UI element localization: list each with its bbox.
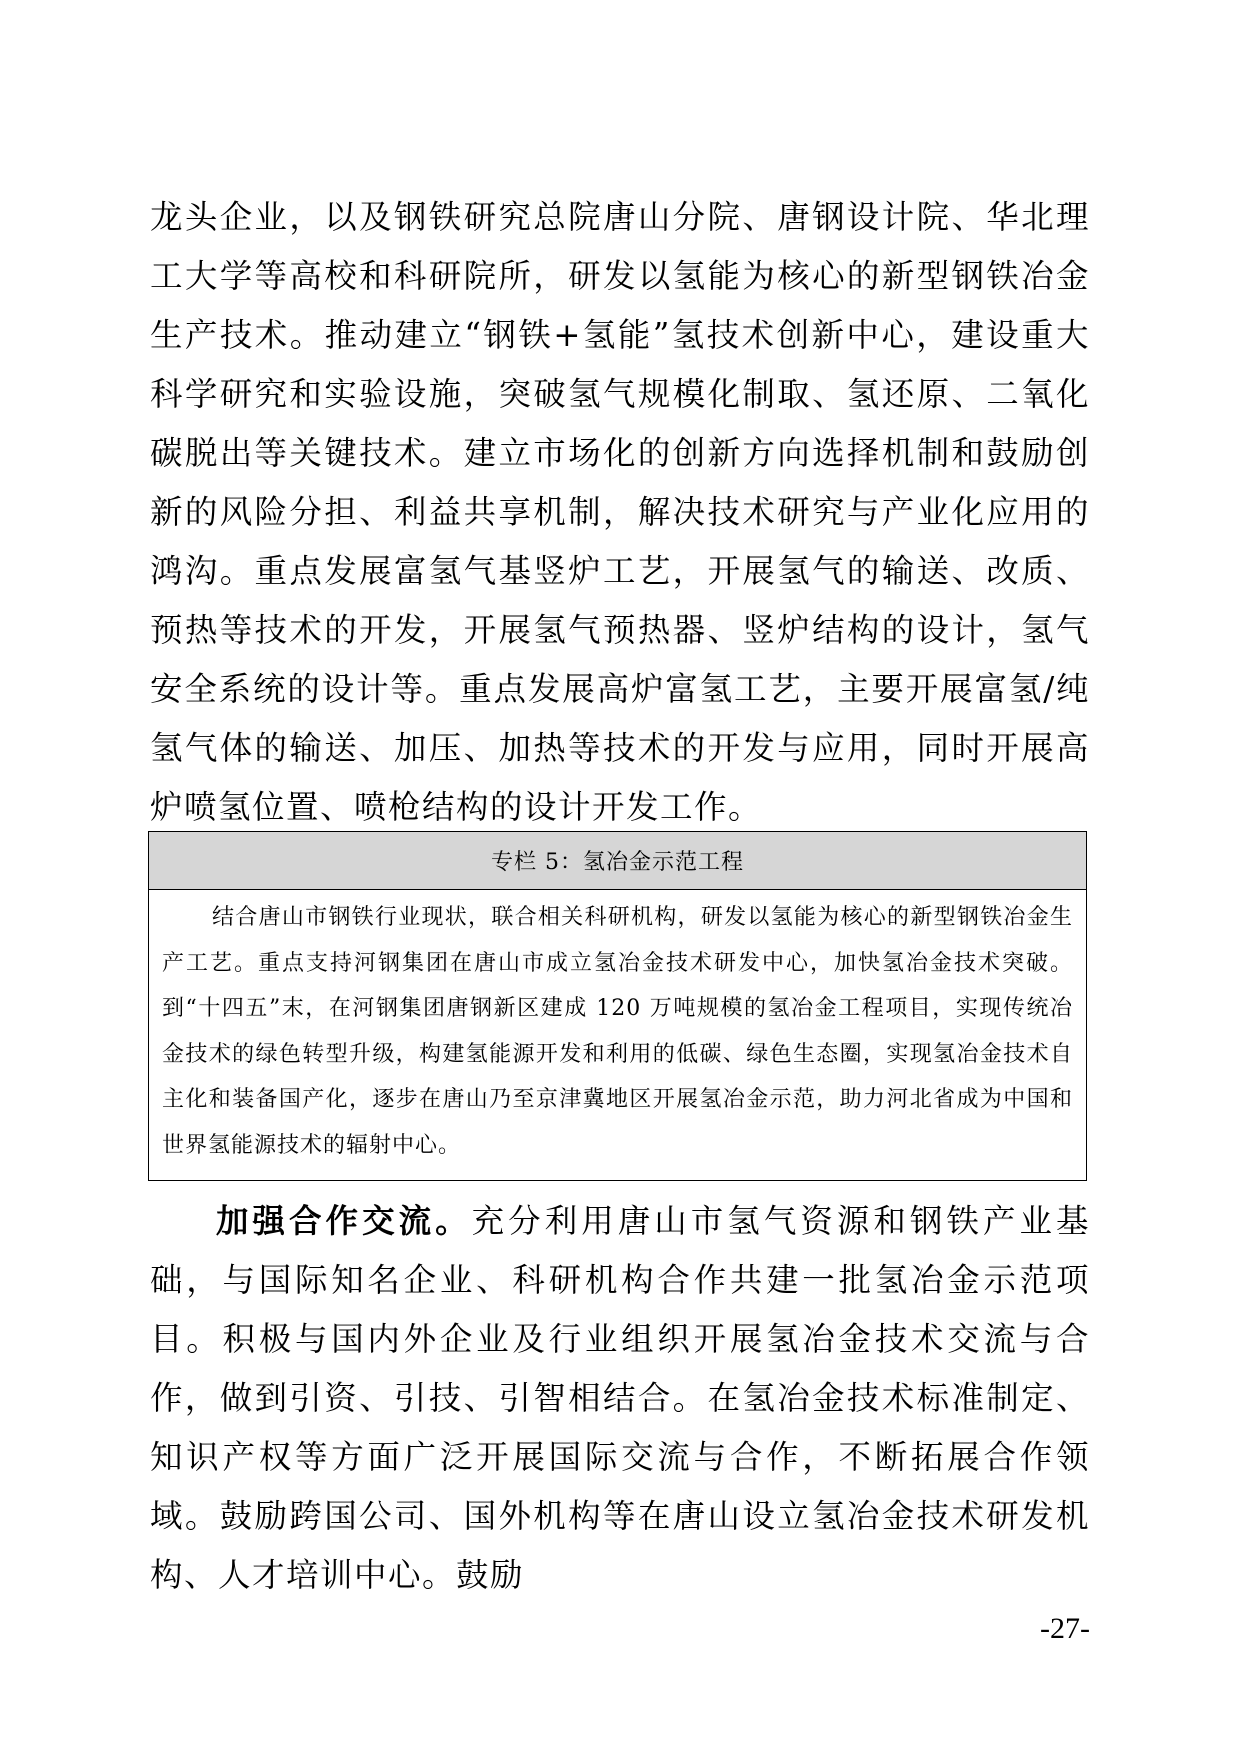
feature-column-box: [148, 831, 1087, 1181]
body-paragraph-cooperation: [150, 1192, 1090, 1605]
body-paragraph-continued: 龙头企业，以及钢铁研究总院唐山分院、唐钢设计院、华北理工大学等高校和科研院所，研发以氢能为核心的新型钢铁冶金生产技术。推动建立“钢铁+氢能”氢技术创新中心，建设重大科学研究和实验设施，突破氢气规模化制取、氢还原、二氧化碳脱出等关键技术。建立市场化的创新方向选择机制和鼓励创新的风险分担、利益共享机制，解决技术研究与产业化应用的鸿沟。重点发展富氢气基竖炉工艺，开展氢气的输送、改质、预热等技术的开发，开展氢气预热器、竖炉结构的设计，氢气安全系统的设计等。重点发展高炉富氢工艺，主要开展富氢/纯氢气体的输送、加压、加热等技术的开发与应用，同时开展高炉喷氢位置、喷枪结构的设计开发工作。: [150, 198, 1090, 826]
page-number: -27-: [1040, 1612, 1090, 1645]
paragraph-text: 充分利用唐山市氢气资源和钢铁产业基础，与国际知名企业、科研机构合作共建一批氢冶金示范项目。积极与国内外企业及行业组织开展氢冶金技术交流与合作，做到引资、引技、引智相结合。在氢冶金技术标准制定、知识产权等方面广泛开展国际交流与合作，不断拓展合作领域。鼓励跨国公司、国外机构等在唐山设立氢冶金技术研发机构、人才培训中心。鼓励: [150, 1202, 1090, 1594]
paragraph-lead-heading: 加强合作交流。: [216, 1202, 472, 1240]
feature-column-title: 专栏 5：氢冶金示范工程: [149, 832, 1086, 890]
feature-column-body: 结合唐山市钢铁行业现状，联合相关科研机构，研发以氢能为核心的新型钢铁冶金生产工艺。重点支持河钢集团在唐山市成立氢冶金技术研发中心，加快氢冶金技术突破。到“十四五”末，在河钢集团唐钢新区建成 120 万吨规模的氢冶金工程项目，实现传统冶金技术的绿色转型升级，构建氢能源开发和利用的低碳、绿色生态圈，实现氢冶金技术自主化和装备国产化，逐步在唐山乃至京津冀地区开展氢冶金示范，助力河北省成为中国和世界氢能源技术的辐射中心。: [162, 905, 1073, 1158]
